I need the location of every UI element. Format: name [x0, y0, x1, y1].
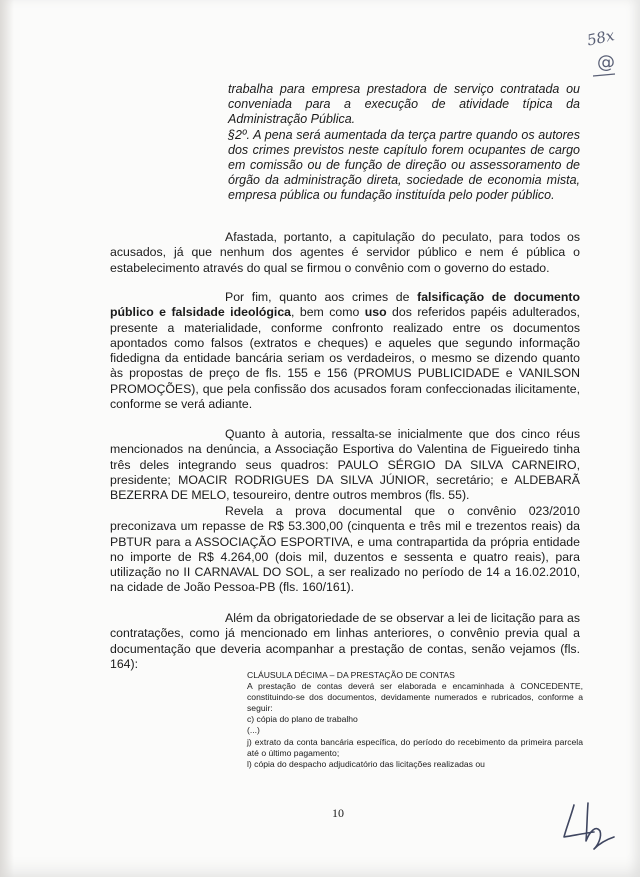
- quote-paragraph-2: §2º. A pena será aumentada da terça partre quando os autores dos crimes previstos neste capítulo forem ocupantes de cargo em comissão ou de função de direção ou assessoramento de órgão da administração direta, sociedade de economia mista, empresa pública ou fundação instituída pelo poder público.: [228, 127, 580, 203]
- clause-item-c: c) cópia do plano de trabalho: [247, 714, 358, 725]
- paragraph-peculato: Afastada, portanto, a capitulação do peculato, para todos os acusados, já que nenhum dos agentes é servidor público e nem é pública o estabelecimento através do qual se firmou o convênio com o governo do estado.: [110, 230, 580, 275]
- contract-clause: [247, 670, 583, 770]
- page-number: 10: [332, 806, 344, 820]
- signature-icon: [560, 795, 618, 857]
- p2-bold-crimes: falsificação de documento público e falsidade ideológica: [110, 290, 581, 320]
- clause-title: CLÁUSULA DÉCIMA – DA PRESTAÇÃO DE CONTAS: [247, 670, 455, 680]
- stamp-number: 58x: [585, 26, 617, 50]
- clause-item-j: j) extrato da conta bancária específica, do período do recebimento da primeira parcela até o último pagamento;: [247, 736, 583, 758]
- page-edge-shadow: [0, 0, 14, 877]
- paragraph-falsificacao: [110, 290, 580, 412]
- clause-item-l: l) cópia do despacho adjudicatório das licitações realizadas ou: [247, 758, 485, 769]
- clause-intro: A prestação de contas deverá ser elaborada e encaminhada à CONCEDENTE, constituindo-se dos documentos, devidamente numerados e rubricados, conforme a seguir:: [247, 681, 583, 714]
- quote-line-1: trabalha para empresa prestadora de serviço contratada ou conveniada para a execução de atividade típica da Administração Pública.: [228, 82, 580, 127]
- stamp-mark: @: [597, 52, 615, 73]
- paragraph-autoria: Quanto à autoria, ressalta-se inicialmente que dos cinco réus mencionados na denúncia, a Associação Esportiva do Valentina de Figueiredo tinha três deles integrando seus quadros: PAULO SÉRGIO DA SILVA CARNEIRO, presidente; MOACIR RODRIGUES DA SILVA JÚNIOR, secretário; e ALDEBARÃ BEZERRA DE MELO, tesoureiro, dentre outros membros (fls. 55).: [110, 427, 580, 503]
- p2-bold-uso: uso: [364, 305, 387, 320]
- handwritten-stamp-icon: [585, 18, 631, 88]
- p2-part-a: Por fim, quanto aos crimes de: [225, 290, 418, 304]
- p2-part-c: , bem como: [291, 305, 365, 320]
- quoted-legal-text: [228, 82, 580, 204]
- paragraph-prova-documental: Revela a prova documental que o convênio 023/2010 preconizava um repasse de R$ 53.300,00 (cinquenta e três mil e trezentos reais) da PBTUR para a ASSOCIAÇÃO ESPORTIVA, e uma contrapartida da própria entidade no importe de R$ 4.264,00 (dois mil, duzentos e sessenta e quatro reais), para utilização no II CARNAVAL DO SOL, a ser realizado no período de 14 a 16.02.2010, na cidade de João Pessoa-PB (fls. 160/161).: [110, 504, 580, 595]
- clause-ellipsis: (...): [247, 725, 260, 736]
- paragraph-licitacao: Além da obrigatoriedade de se observar a lei de licitação para as contratações, como já mencionado em linhas anteriores, o convênio previa qual a documentação que deveria acompanhar a prestação de contas, senão vejamos (fls. 164):: [110, 611, 580, 671]
- p2-part-e: dos referidos papéis adulterados, presente a materialidade, conforme confronto realizado entre os documentos apontados como falsos (extratos e cheques) e aqueles que segundo informação fidedigna da entidade bancária seriam os verdadeiros, o mesmo se dizendo quanto às propostas de preço de fls. 155 e 156 (PROMUS PUBLICIDADE e VANILSON PROMOÇÕES), que pela confissão dos acusados foram confeccionadas ilicitamente, conforme se verá adiante.: [110, 305, 580, 412]
